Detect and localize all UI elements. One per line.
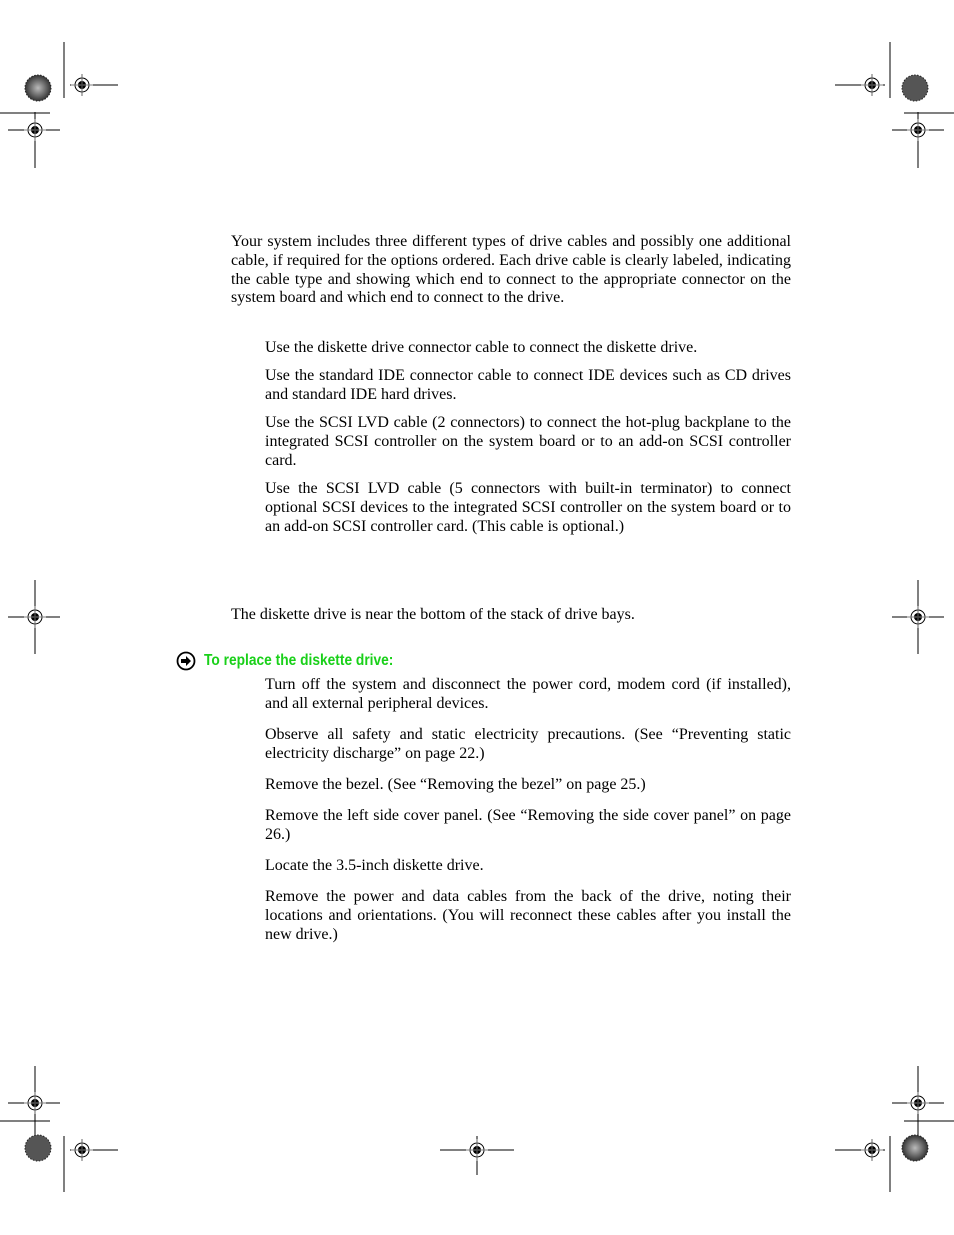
step-6: Remove the power and data cables from the back of the drive, noting their locations and orientations. (You will reconnect these cables after you install the new drive.): [265, 888, 791, 943]
intro-paragraph: Your system includes three different types of drive cables and possibly one additional cable, if required for the options ordered. Each drive cable is clearly labeled, indicating the cable type and showing which end to connect to the appropriate connector on the system board and which end to connect to the drive.: [231, 233, 791, 307]
cable-item-scsi-2: Use the SCSI LVD cable (2 connectors) to connect the hot-plug backplane to the integrated SCSI controller on the system board or to an add-on SCSI controller card.: [265, 414, 791, 469]
arrow-circle-icon: [176, 651, 196, 671]
step-5: Locate the 3.5-inch diskette drive.: [265, 857, 484, 874]
diskette-location-note: The diskette drive is near the bottom of the stack of drive bays.: [231, 606, 635, 623]
step-4: Remove the left side cover panel. (See “Removing the side cover panel” on page 26.): [265, 807, 791, 843]
cable-item-diskette: Use the diskette drive connector cable to connect the diskette drive.: [265, 339, 698, 356]
cable-item-ide: Use the standard IDE connector cable to connect IDE devices such as CD drives and standard IDE hard drives.: [265, 367, 791, 403]
procedure-heading-text: To replace the diskette drive:: [204, 652, 394, 669]
cable-item-scsi-5: Use the SCSI LVD cable (5 connectors with built-in terminator) to connect optional SCSI devices to the integrated SCSI controller on the system board or to an add-on SCSI controller card. (This cable is optional.): [265, 480, 791, 535]
procedure-heading: [176, 650, 424, 672]
step-2: Observe all safety and static electricity precautions. (See “Preventing static electricity discharge” on page 22.): [265, 726, 791, 762]
step-3: Remove the bezel. (See “Removing the bezel” on page 25.): [265, 776, 646, 793]
step-1: Turn off the system and disconnect the power cord, modem cord (if installed), and all external peripheral devices.: [265, 676, 791, 712]
